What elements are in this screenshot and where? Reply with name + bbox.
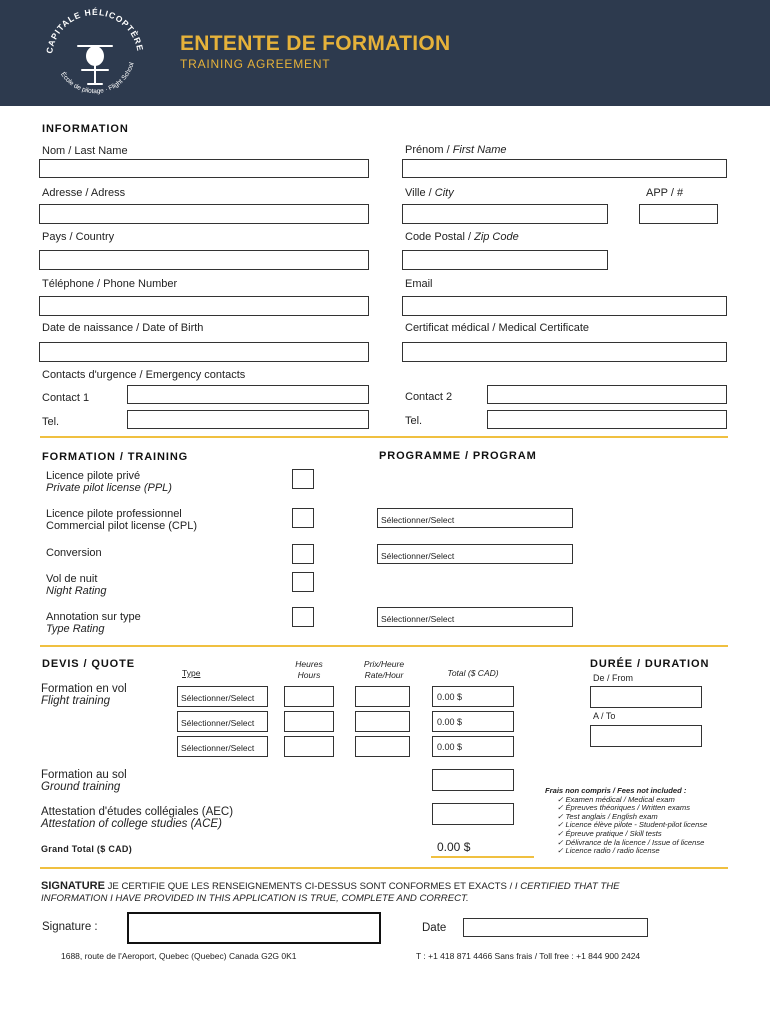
phone-field[interactable] bbox=[39, 296, 369, 316]
section-duration: DURÉE / DURATION bbox=[590, 658, 710, 670]
ground-training-label: Formation au sol Ground training bbox=[41, 769, 127, 793]
rate-field-2[interactable] bbox=[355, 711, 410, 732]
postal-code-field[interactable] bbox=[402, 250, 608, 270]
conversion-program-select[interactable]: Sélectionner/Select bbox=[377, 544, 573, 564]
from-label: De / From bbox=[593, 673, 634, 683]
capitale-helicoptere-logo bbox=[38, 6, 152, 102]
grand-total-underline bbox=[431, 856, 534, 858]
grand-total-label: Grand Total ($ CAD) bbox=[41, 844, 133, 854]
first-name-field[interactable] bbox=[402, 159, 727, 178]
grand-total-value: 0.00 $ bbox=[437, 840, 471, 854]
dob-label: Date de naissance / Date of Birth bbox=[42, 322, 204, 334]
contact2-label: Contact 2 bbox=[405, 391, 453, 403]
col-total-header: Total ($ CAD) bbox=[447, 668, 499, 678]
fee-item: ✓ Épreuve pratique / Skill tests bbox=[557, 828, 662, 838]
training-conversion-label: Conversion bbox=[46, 547, 102, 559]
cpl-checkbox[interactable] bbox=[292, 508, 314, 528]
signature-label: Signature : bbox=[42, 921, 98, 933]
last-name-field[interactable] bbox=[39, 159, 369, 178]
divider bbox=[40, 645, 728, 647]
tel1-field[interactable] bbox=[127, 410, 369, 429]
fee-item: ✓ Épreuves théoriques / Written exams bbox=[557, 803, 690, 813]
city-label: Ville / City bbox=[405, 187, 454, 199]
total-field-2[interactable]: 0.00 $ bbox=[432, 711, 514, 732]
hours-field-2[interactable] bbox=[284, 711, 334, 732]
type-program-select[interactable]: Sélectionner/Select bbox=[377, 607, 573, 627]
rate-field-3[interactable] bbox=[355, 736, 410, 757]
training-ppl-label: Licence pilote privé Private pilot license (PPL) bbox=[46, 470, 172, 494]
fees-title: Frais non compris / Fees not included : bbox=[545, 786, 687, 795]
emergency-label: Contacts d'urgence / Emergency contacts bbox=[42, 369, 246, 381]
aec-label: Attestation d'études collégiales (AEC) Attestation of college studies (ACE) bbox=[41, 806, 234, 830]
flight-type-select-2[interactable]: Sélectionner/Select bbox=[177, 711, 268, 732]
hours-field-1[interactable] bbox=[284, 686, 334, 707]
medical-field[interactable] bbox=[402, 342, 727, 362]
section-training: FORMATION / TRAINING bbox=[42, 451, 189, 463]
cpl-program-select[interactable]: Sélectionner/Select bbox=[377, 508, 573, 528]
certification-statement: SIGNATURE JE CERTIFIE QUE LES RENSEIGNEMENTS CI-DESSUS SONT CONFORMES ET EXACTS / I CERTIFIED THAT THE INFORMATION I HAVE PROVIDED IN THIS APPLICATION IS TRUE, COMPLETE AND CORRECT. bbox=[41, 880, 620, 904]
aec-field[interactable] bbox=[432, 803, 514, 825]
contact1-field[interactable] bbox=[127, 385, 369, 404]
fee-item: ✓ Examen médical / Medical exam bbox=[557, 794, 675, 804]
rate-field-1[interactable] bbox=[355, 686, 410, 707]
postal-code-label: Code Postal / Zip Code bbox=[405, 231, 519, 243]
footer-phone: T : +1 418 871 4466 Sans frais / Toll free : +1 844 900 2424 bbox=[416, 951, 641, 961]
phone-label: Téléphone / Phone Number bbox=[42, 278, 178, 290]
app-field[interactable] bbox=[639, 204, 718, 224]
contact1-label: Contact 1 bbox=[42, 392, 90, 404]
fees-not-included bbox=[545, 787, 745, 856]
country-field[interactable] bbox=[39, 250, 369, 270]
fee-item: ✓ Délivrance de la licence / Issue of license bbox=[557, 837, 705, 847]
svg-text:École de pilotage · Flight Sch: École de pilotage · Flight School bbox=[59, 61, 136, 96]
fee-item: ✓ Licence élève pilote - Student-pilot license bbox=[557, 820, 708, 830]
document-title: ENTENTE DE FORMATION bbox=[180, 32, 451, 55]
hours-field-3[interactable] bbox=[284, 736, 334, 757]
first-name-label: Prénom / First Name bbox=[405, 144, 507, 156]
flight-type-select-1[interactable]: Sélectionner/Select bbox=[177, 686, 268, 707]
tel2-label: Tel. bbox=[405, 415, 423, 427]
divider bbox=[40, 436, 728, 438]
col-hours-header: Heures Hours bbox=[295, 659, 323, 680]
medical-label: Certificat médical / Medical Certificate bbox=[405, 322, 590, 334]
tel2-field[interactable] bbox=[487, 410, 727, 429]
divider bbox=[40, 867, 728, 869]
section-quote: DEVIS / QUOTE bbox=[42, 658, 135, 670]
date-field[interactable] bbox=[463, 918, 648, 937]
email-label: Email bbox=[405, 278, 433, 290]
footer-address: 1688, route de l'Aeroport, Quebec (Quebec) Canada G2G 0K1 bbox=[61, 951, 297, 961]
flight-type-select-3[interactable]: Sélectionner/Select bbox=[177, 736, 268, 757]
email-field[interactable] bbox=[402, 296, 727, 316]
training-type-label: Annotation sur type Type Rating bbox=[46, 611, 141, 635]
night-checkbox[interactable] bbox=[292, 572, 314, 592]
training-night-label: Vol de nuit Night Rating bbox=[46, 573, 107, 597]
conversion-checkbox[interactable] bbox=[292, 544, 314, 564]
contact2-field[interactable] bbox=[487, 385, 727, 404]
dob-field[interactable] bbox=[39, 342, 369, 362]
col-type-header: Type bbox=[182, 668, 201, 678]
fee-item: ✓ Test anglais / English exam bbox=[557, 811, 658, 821]
app-label: APP / # bbox=[646, 187, 684, 199]
svg-text:CAPITALE HÉLICOPTÈRE: CAPITALE HÉLICOPTÈRE bbox=[44, 6, 146, 55]
flight-training-label: Formation en vol Flight training bbox=[41, 683, 127, 707]
address-field[interactable] bbox=[39, 204, 369, 224]
from-date-field[interactable] bbox=[590, 686, 702, 708]
ppl-checkbox[interactable] bbox=[292, 469, 314, 489]
city-field[interactable] bbox=[402, 204, 608, 224]
fee-item: ✓ Licence radio / radio license bbox=[557, 846, 660, 856]
total-field-3[interactable]: 0.00 $ bbox=[432, 736, 514, 757]
ground-training-field[interactable] bbox=[432, 769, 514, 791]
col-rate-header: Prix/Heure Rate/Hour bbox=[363, 659, 405, 680]
training-cpl-label: Licence pilote professionnel Commercial pilot license (CPL) bbox=[46, 508, 197, 532]
date-label: Date bbox=[422, 922, 447, 934]
to-date-field[interactable] bbox=[590, 725, 702, 747]
to-label: A / To bbox=[593, 711, 616, 721]
section-information: INFORMATION bbox=[42, 123, 129, 135]
address-label: Adresse / Adress bbox=[42, 187, 126, 199]
total-field-1[interactable]: 0.00 $ bbox=[432, 686, 514, 707]
country-label: Pays / Country bbox=[42, 231, 115, 243]
last-name-label: Nom / Last Name bbox=[42, 145, 128, 157]
type-checkbox[interactable] bbox=[292, 607, 314, 627]
signature-field[interactable] bbox=[127, 912, 381, 944]
document-subtitle: TRAINING AGREEMENT bbox=[180, 57, 331, 71]
tel1-label: Tel. bbox=[42, 416, 60, 428]
section-program: PROGRAMME / PROGRAM bbox=[379, 450, 537, 462]
